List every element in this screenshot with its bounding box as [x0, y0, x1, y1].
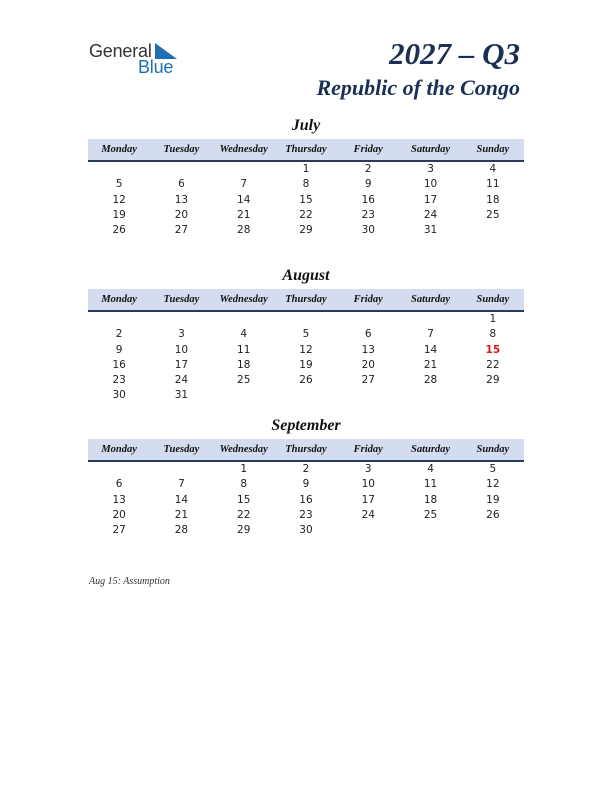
day-cell: 27	[361, 374, 375, 387]
day-cell: 14	[174, 493, 189, 506]
day-cell: 17	[423, 193, 438, 206]
day-cell	[150, 162, 212, 177]
day-cell: 12	[486, 478, 500, 491]
weekday-label: Tuesday	[163, 444, 200, 455]
week-row	[88, 358, 524, 373]
day-cell: 10	[423, 178, 438, 191]
day-cell: 31	[174, 389, 189, 402]
week-row	[88, 388, 524, 403]
month-grid	[88, 462, 524, 538]
day-cell: 29	[299, 224, 313, 237]
day-cell: 29	[486, 374, 500, 387]
month-august	[88, 266, 524, 404]
day-cell: 1	[240, 463, 248, 475]
day-cell: 29	[237, 524, 251, 537]
day-cell: 2	[364, 163, 372, 175]
week-row	[88, 462, 524, 477]
day-cell	[337, 312, 399, 327]
day-cell: 22	[486, 358, 500, 371]
weekday-label: Tuesday	[163, 144, 200, 155]
day-cell: 7	[178, 478, 185, 491]
day-cell: 20	[174, 208, 189, 221]
day-cell	[399, 523, 461, 538]
weekday-label: Monday	[101, 294, 137, 305]
day-cell: 10	[174, 343, 189, 356]
day-cell: 30	[299, 524, 313, 537]
day-cell	[213, 162, 275, 177]
day-cell: 9	[302, 478, 310, 491]
day-cell: 22	[299, 208, 313, 221]
day-cell: 14	[423, 343, 438, 356]
day-cell: 23	[112, 374, 126, 387]
month-grid	[88, 162, 524, 238]
weekday-label: Sunday	[476, 144, 510, 155]
day-cell: 27	[174, 224, 189, 237]
page-subtitle: Republic of the Congo	[316, 75, 520, 100]
day-cell: 19	[112, 208, 126, 221]
day-cell: 6	[115, 478, 123, 491]
day-cell: 21	[174, 508, 189, 521]
day-cell: 24	[361, 508, 375, 521]
day-cell: 8	[240, 478, 248, 491]
day-cell: 13	[174, 193, 189, 206]
day-cell: 8	[302, 178, 310, 191]
day-cell: 15	[485, 343, 501, 356]
day-cell: 9	[115, 343, 123, 356]
holiday-note: Aug 15: Assumption	[89, 576, 170, 587]
day-cell: 1	[302, 163, 310, 175]
day-cell	[462, 523, 524, 538]
day-cell	[399, 388, 461, 403]
week-row	[88, 327, 524, 342]
day-cell: 17	[174, 358, 189, 371]
day-cell: 21	[423, 358, 438, 371]
day-cell: 7	[427, 328, 434, 341]
weekday-label: Thursday	[285, 294, 327, 305]
weekday-label: Saturday	[411, 294, 451, 305]
weekday-label: Monday	[101, 144, 137, 155]
weekday-label: Saturday	[411, 144, 451, 155]
day-cell: 6	[178, 178, 185, 191]
day-cell	[275, 312, 337, 327]
page-title: 2027 – Q3	[389, 36, 520, 71]
week-row	[88, 523, 524, 538]
weekday-label: Friday	[353, 444, 383, 455]
day-cell: 30	[361, 224, 375, 237]
weekday-label: Thursday	[285, 144, 327, 155]
day-cell	[88, 162, 150, 177]
day-cell	[88, 312, 150, 327]
week-row	[88, 477, 524, 492]
day-cell: 3	[178, 328, 185, 341]
day-cell: 5	[115, 178, 123, 191]
month-name: September	[271, 417, 341, 434]
day-cell: 5	[302, 328, 310, 341]
day-cell: 16	[112, 358, 126, 371]
day-cell: 9	[364, 178, 372, 191]
day-cell: 24	[174, 374, 189, 387]
day-cell: 2	[115, 328, 123, 341]
day-cell: 16	[299, 493, 313, 506]
day-cell	[150, 462, 212, 477]
week-row	[88, 493, 524, 508]
week-row	[88, 343, 524, 358]
logo-word-general: General	[89, 41, 152, 61]
day-cell	[337, 523, 399, 538]
day-cell	[462, 223, 524, 238]
day-cell: 11	[237, 343, 251, 356]
day-cell: 7	[240, 178, 248, 191]
day-cell: 22	[237, 508, 251, 521]
day-cell: 26	[299, 374, 313, 387]
weekday-header	[88, 439, 524, 462]
day-cell: 18	[423, 493, 438, 506]
day-cell: 5	[489, 463, 497, 475]
day-cell: 13	[361, 343, 375, 356]
day-cell: 15	[237, 493, 251, 506]
day-cell: 30	[112, 389, 126, 402]
day-cell: 12	[112, 193, 126, 206]
weekday-label: Wednesday	[219, 294, 268, 305]
day-cell: 14	[237, 193, 251, 206]
week-row	[88, 312, 524, 327]
day-cell	[275, 388, 337, 403]
day-cell: 6	[364, 328, 372, 341]
day-cell: 23	[299, 508, 313, 521]
weekday-label: Tuesday	[163, 294, 200, 305]
day-cell: 27	[112, 524, 126, 537]
weekday-label: Sunday	[476, 444, 510, 455]
day-cell: 19	[299, 358, 313, 371]
day-cell: 19	[486, 493, 500, 506]
day-cell: 25	[423, 508, 438, 521]
day-cell	[399, 312, 461, 327]
weekday-label: Monday	[101, 444, 137, 455]
day-cell: 15	[299, 193, 313, 206]
day-cell: 2	[302, 463, 310, 475]
weekday-label: Thursday	[285, 444, 327, 455]
day-cell	[213, 388, 275, 403]
day-cell: 16	[361, 193, 375, 206]
week-row	[88, 177, 524, 192]
month-july	[88, 116, 524, 238]
day-cell	[213, 312, 275, 327]
day-cell: 26	[486, 508, 500, 521]
month-name: August	[282, 267, 330, 284]
day-cell: 25	[237, 374, 251, 387]
day-cell: 11	[486, 178, 500, 191]
week-row	[88, 508, 524, 523]
weekday-label: Friday	[353, 144, 383, 155]
day-cell: 4	[427, 463, 434, 475]
weekday-label: Saturday	[411, 444, 451, 455]
month-september	[88, 416, 524, 538]
weekday-header	[88, 139, 524, 162]
week-row	[88, 193, 524, 208]
day-cell: 28	[237, 224, 251, 237]
month-grid	[88, 312, 524, 404]
day-cell: 26	[112, 224, 126, 237]
day-cell: 13	[112, 493, 126, 506]
day-cell: 4	[489, 163, 497, 175]
day-cell: 10	[361, 478, 375, 491]
weekday-label: Sunday	[476, 294, 510, 305]
day-cell: 17	[361, 493, 375, 506]
logo-word-blue: Blue	[138, 57, 174, 77]
day-cell: 28	[423, 374, 438, 387]
week-row	[88, 208, 524, 223]
day-cell: 18	[237, 358, 251, 371]
day-cell: 12	[299, 343, 313, 356]
week-row	[88, 373, 524, 388]
day-cell	[88, 462, 150, 477]
day-cell: 21	[237, 208, 251, 221]
day-cell: 4	[240, 328, 248, 341]
day-cell: 20	[112, 508, 126, 521]
day-cell: 1	[489, 313, 497, 325]
day-cell: 3	[427, 163, 434, 175]
day-cell: 3	[364, 463, 372, 475]
weekday-label: Wednesday	[219, 144, 268, 155]
weekday-label: Friday	[353, 294, 383, 305]
day-cell	[337, 388, 399, 403]
weekday-header	[88, 289, 524, 312]
day-cell: 23	[361, 208, 375, 221]
logo	[89, 41, 189, 77]
day-cell: 31	[423, 224, 438, 237]
day-cell: 18	[486, 193, 500, 206]
day-cell: 20	[361, 358, 375, 371]
day-cell: 8	[489, 328, 497, 341]
day-cell	[150, 312, 212, 327]
week-row	[88, 162, 524, 177]
day-cell: 25	[486, 208, 500, 221]
day-cell: 24	[423, 208, 438, 221]
day-cell: 28	[174, 524, 189, 537]
week-row	[88, 223, 524, 238]
weekday-label: Wednesday	[219, 444, 268, 455]
day-cell	[462, 388, 524, 403]
month-name: July	[291, 117, 321, 134]
day-cell: 11	[423, 478, 438, 491]
